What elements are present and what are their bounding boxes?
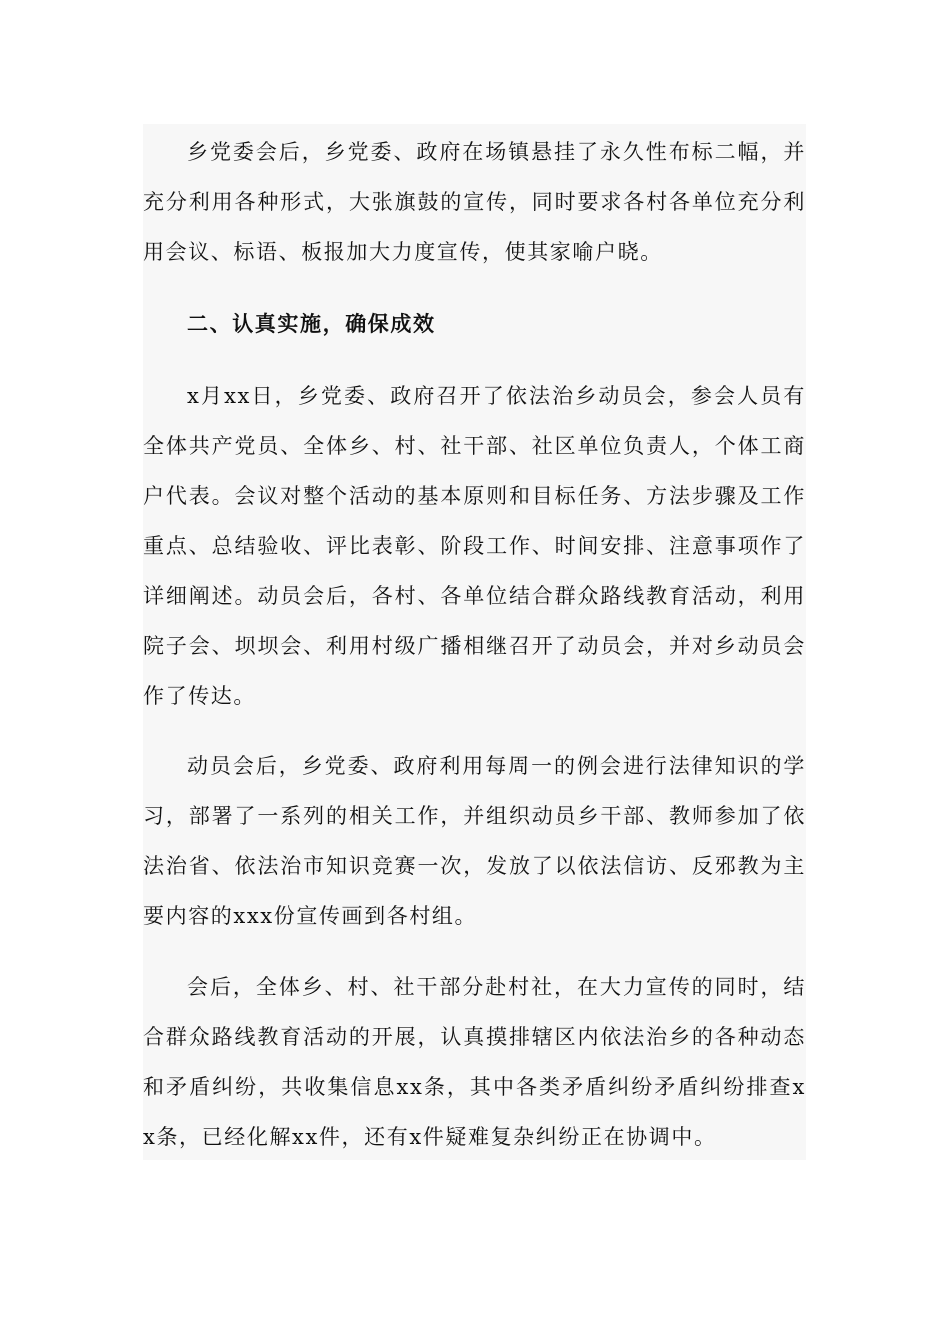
paragraph-mobilization-meeting: x月xx日，乡党委、政府召开了依法治乡动员会，参会人员有全体共产党员、全体乡、村、社干部、社区单位负责人，个体工商户代表。会议对整个活动的基本原则和目标任务、方法步骤及工作重点、总结验收、评比表彰、阶段工作、时间安排、注意事项作了详细阐述。动员会后，各村、各单位结合群众路线教育活动，利用院子会、坝坝会、利用村级广播相继召开了动员会，并对乡动员会作了传达。 — [143, 384, 806, 708]
document-body — [143, 124, 806, 1160]
section-heading: 二、认真实施，确保成效 — [187, 311, 436, 336]
paragraph-legal-study: 动员会后，乡党委、政府利用每周一的例会进行法律知识的学习，部署了一系列的相关工作，并组织动员乡干部、教师参加了依法治省、依法治市知识竞赛一次，发放了以依法信访、反邪教为主要内容的xxx份宣传画到各村组。 — [143, 754, 806, 928]
paragraph-dispute-investigation: 会后，全体乡、村、社干部分赴村社，在大力宣传的同时，结合群众路线教育活动的开展，认真摸排辖区内依法治乡的各种动态和矛盾纠纷，共收集信息xx条，其中各类矛盾纠纷矛盾纠纷排查xx条，已经化解xx件，还有x件疑难复杂纠纷正在协调中。 — [143, 975, 806, 1149]
paragraph-publicity: 乡党委会后，乡党委、政府在场镇悬挂了永久性布标二幅，并充分利用各种形式，大张旗鼓的宣传，同时要求各村各单位充分利用会议、标语、板报加大力度宣传，使其家喻户晓。 — [143, 140, 806, 264]
